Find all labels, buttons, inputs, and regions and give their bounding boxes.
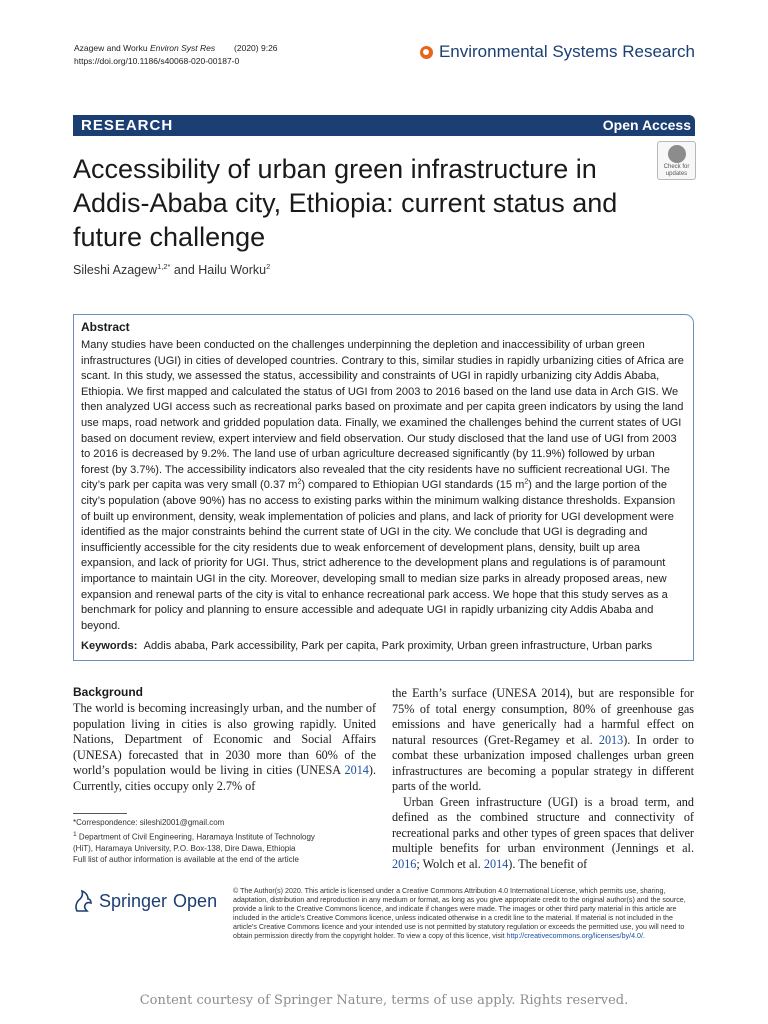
journal-brand[interactable] [420, 42, 695, 62]
body-column-right [392, 686, 694, 872]
content-courtesy-note: Content courtesy of Springer Nature, terms of use apply. Rights reserved. [139, 993, 629, 1008]
crossmark-line2: updates [665, 170, 688, 177]
article-type-label: RESEARCH [81, 117, 174, 134]
affiliation-sup: 1 [73, 830, 77, 838]
abstract-heading: Abstract [81, 320, 130, 334]
body-text: ). The benefit of [508, 856, 588, 871]
abstract-text-part: ) compared to Ethiopian UGI standards (15 m [301, 479, 525, 492]
citation-authors: Azagew and Worku [74, 43, 148, 53]
license-end: . [642, 932, 645, 941]
springer-brand: Springer [99, 890, 168, 911]
author-name[interactable]: Hailu Worku [198, 263, 267, 278]
author-affiliation-sup: 1,2* [157, 262, 171, 271]
abstract-text-part: ) and the large portion of the city’s population (above 90%) has no access to existing parks within the minimum walking distance thresholds. Expansion of built up environment, density, weak implementation of policies and plans, and lack of priority for UGI development were identified as the major constraints behind the current state of UGI in the city. We conclude that UGI is degrading and insufficiently accessible for the city residents due to weak enforcement of development plans, density, built up area expansion, and lack of priority for UGI. Thus, strict adherence to the development plans and regulations is of paramount importance to maintain UGI in the city. Moreover, developing small to median size parks in already proposed areas, new expansion and renewal parts of the city is vital to enhance recreational park access. We hope that this study serves as a benchmark for policy and planning to ensure accessible and adequate UGI in rapidly urbanizing city Addis Ababa and beyond. [81, 479, 676, 632]
open-access-label: Open Access [602, 117, 691, 133]
author-joiner: and [170, 263, 199, 278]
superscript: 2 [524, 478, 529, 486]
license-text [233, 887, 695, 942]
springer-brand-suffix: Open [173, 890, 218, 911]
superscript: 2 [297, 478, 302, 486]
citation-year-vol: (2020) 9:26 [234, 43, 278, 53]
correspondence-note[interactable]: *Correspondence: sileshi2001@gmail.com [73, 818, 225, 827]
body-text: ). In order to combat these urbanization imposed challenges urban green infrastructures are becoming a popular strategy in different parts of the world. [392, 732, 694, 793]
springer-open-logo[interactable] [73, 889, 217, 913]
crossmark-icon [668, 145, 686, 163]
article-title: Accessibility of urban green infrastructure in Addis-Ababa city, Ethiopia: current status and future challenge [73, 154, 618, 252]
footnote-divider [73, 813, 127, 814]
license-body: © The Author(s) 2020. This article is licensed under a Creative Commons Attribution 4.0 International License, which permits use, sharing, adaptation, distribution and reproduction in any medium or format, as long as you give appropriate credit to the original author(s) and the source, provide a link to the Creative Commons licence, and indicate if changes were made. The images or other third party material in this article are included in the article’s Creative Commons licence, unless indicated otherwise in a credit line to the material. If material is not included in the article’s Creative Commons licence and your intended use is not permitted by statutory regulation or exceeds the permitted use, you will need to obtain permission directly from the copyright holder. To view a copy of this licence, visit [233, 887, 686, 941]
doi-link[interactable]: https://doi.org/10.1186/s40068-020-00187-0 [74, 56, 240, 66]
body-text: Urban Green infrastructure (UGI) is a broad term, and defined as the combined structure and connectivity of recreational parks and other types of green spaces that deliver multiple benefits for urban environment (Jennings et al. [392, 794, 694, 855]
paragraph [392, 795, 694, 873]
affiliation-line: (HiT), Haramaya University, P.O. Box-138, Dire Dawa, Ethiopia [73, 843, 296, 853]
section-heading-background: Background [73, 685, 144, 699]
body-column-left [73, 701, 376, 794]
footnotes [73, 817, 373, 866]
check-for-updates-button[interactable] [657, 141, 696, 180]
body-text: ). Currently, cities occupy only 2.7% of [73, 763, 376, 793]
body-text: The world is becoming increasingly urban, and the number of population living in cities is also growing rapidly. United Nations, Department of Economic and Social Affairs (UNESA) forecasted that in 2030 more than 60% of the world’s population would be living in cities (UNESA [73, 701, 376, 777]
citation-link[interactable]: 2014 [344, 763, 369, 777]
abstract-text [81, 338, 685, 634]
citation-link[interactable]: 2014 [483, 856, 509, 871]
crossmark-line1: Check for [663, 164, 690, 170]
keywords-label: Keywords: [81, 640, 138, 652]
keywords [81, 640, 691, 652]
citation-journal: Environ Syst Res [149, 43, 216, 53]
journal-name: Environmental Systems Research [438, 42, 695, 61]
abstract-text-part: Many studies have been conducted on the challenges underpinning the depletion and inaccessibility of urban green infrastructures (UGI) in cities of developed countries. Contrary to this, similar studies in rapidly urbanizing cities of Africa are scant. In this study, we assessed the status, accessibility and constraints of UGI in rapidly urbanizing city Addis Ababa, Ethiopia. We first mapped and calculated the status of UGI from 2003 to 2016 based on the land use data in Arch GIS. We then analyzed UGI access such as recreational parks based on proximate and per capita green indicators by using the land use maps, road network and gridded population data. Finally, we examined the challenges behind the current states of UGI based on document review, expert interview and field observation. Our study disclosed that the land use of UGI from 2003 to 2016 is decreased by 9.2%. The land use of urban agriculture decreased significantly (by 11.9%) followed by urban forest (by 3.7%). The accessibility indicators also revealed that the city residents have no sufficient recreational UGI. The city’s park per capita was very small (0.37 m [81, 339, 684, 492]
author-list [73, 262, 270, 277]
citation-link[interactable]: 2013 [598, 732, 624, 747]
author-affiliation-sup: 2 [266, 262, 271, 271]
author-info-note: Full list of author information is available at the end of the article [73, 855, 299, 865]
author-name[interactable]: Sileshi Azagew [73, 263, 158, 278]
citation-header [74, 42, 278, 68]
keywords-list: Addis ababa, Park accessibility, Park per capita, Park proximity, Urban green infrastructure, Urban parks [143, 640, 653, 652]
body-text: the Earth’s surface (UNESA 2014), but are responsible for 75% of total energy consumption, 80% of greenhouse gas emissions and have generically had a harmful effect on natural resources (Gret-Regamey et al. [392, 686, 694, 747]
body-text: ; Wolch et al. [416, 856, 484, 871]
citation-link[interactable]: 2016 [392, 856, 417, 871]
license-link[interactable]: http://creativecommons.org/licenses/by/4.0/ [506, 932, 643, 941]
affiliation-note [73, 829, 373, 843]
affiliation-line: Department of Civil Engineering, Haramaya Institute of Technology [76, 832, 315, 842]
springer-horse-icon [73, 889, 93, 913]
journal-logo-icon [420, 46, 433, 59]
